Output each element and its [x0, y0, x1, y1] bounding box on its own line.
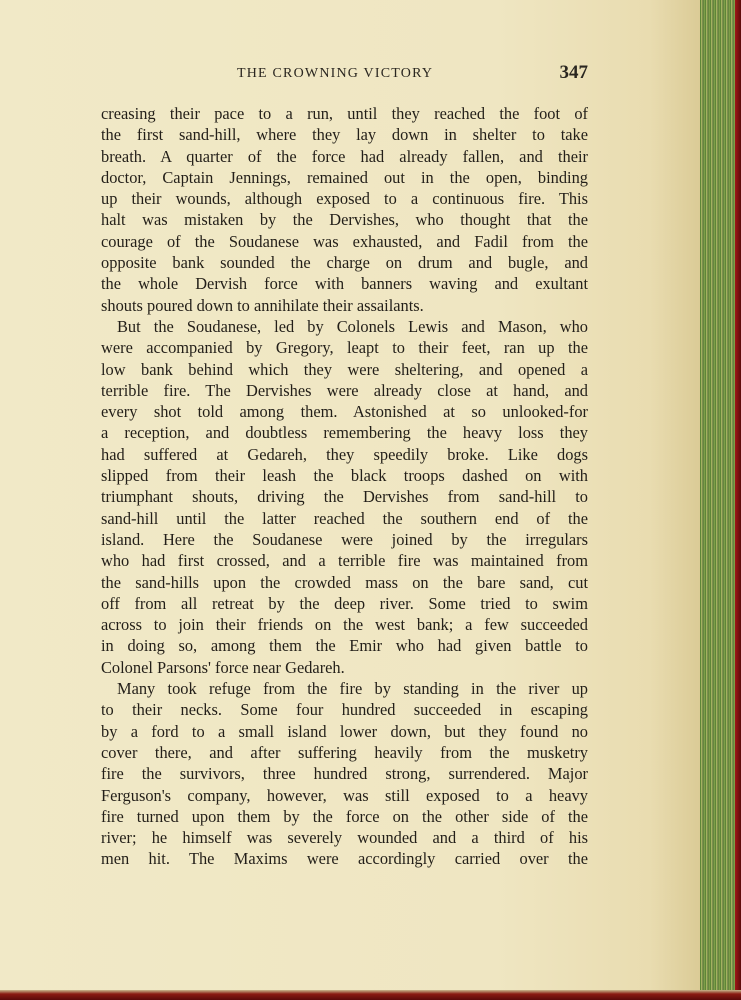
text-line: across to join their friends on the west bank; a few succeeded: [101, 615, 588, 635]
book-fore-edge: [700, 0, 741, 1000]
page-header: [100, 62, 590, 88]
text-line: cover there, and after suffering heavily from the musketry: [101, 742, 588, 762]
text-line: off from all retreat by the deep river. Some tried to swim: [101, 593, 588, 613]
text-line: terrible fire. The Dervishes were already close at hand, and: [101, 380, 588, 400]
text-line: had suffered at Gedareh, they speedily broke. Like dogs: [101, 444, 588, 464]
text-line: every shot told among them. Astonished at so unlooked-for: [101, 402, 588, 422]
text-line: by a ford to a small island lower down, but they found no: [101, 721, 588, 741]
text-line: breath. A quarter of the force had already fallen, and their: [101, 146, 588, 166]
text-line: in doing so, among them the Emir who had given battle to: [101, 636, 588, 656]
text-line: fire the survivors, three hundred strong, surrendered. Major: [101, 764, 588, 784]
text-line: shouts poured down to annihilate their assailants.: [101, 295, 424, 315]
text-line: sand-hill until the latter reached the southern end of the: [101, 508, 588, 528]
book-bottom-edge: [0, 990, 741, 1000]
page-number: 347: [559, 62, 588, 83]
text-line: low bank behind which they were sheltering, and opened a: [101, 359, 588, 379]
text-line: the first sand-hill, where they lay down in shelter to take: [101, 125, 588, 145]
text-line: river; he himself was severely wounded and a third of his: [101, 828, 588, 848]
text-line: courage of the Soudanese was exhausted, and Fadil from the: [101, 231, 588, 251]
running-title: THE CROWNING VICTORY: [237, 66, 434, 81]
text-line: Ferguson's company, however, was still exposed to a heavy: [101, 785, 588, 805]
text-line: triumphant shouts, driving the Dervishes from sand-hill to: [101, 487, 588, 507]
text-line: fire turned upon them by the force on the other side of the: [101, 806, 588, 826]
body-text: [101, 103, 588, 870]
text-line: were accompanied by Gregory, leapt to their feet, ran up the: [101, 338, 588, 358]
text-line: men hit. The Maxims were accordingly carried over the: [101, 849, 588, 869]
text-line: the whole Dervish force with banners waving and exultant: [101, 274, 588, 294]
text-line: island. Here the Soudanese were joined by the irregulars: [101, 529, 588, 549]
text-line: a reception, and doubtless remembering the heavy loss they: [101, 423, 588, 443]
text-line: slipped from their leash the black troops dashed on with: [101, 466, 588, 486]
text-line: halt was mistaken by the Dervishes, who thought that the: [101, 210, 588, 230]
text-line: doctor, Captain Jennings, remained out in the open, binding: [101, 167, 588, 187]
text-line: the sand-hills upon the crowded mass on the bare sand, cut: [101, 572, 588, 592]
text-line: Many took refuge from the fire by standing in the river up: [117, 679, 588, 699]
text-line: up their wounds, although exposed to a continuous fire. This: [101, 189, 588, 209]
text-line: But the Soudanese, led by Colonels Lewis and Mason, who: [117, 316, 588, 336]
text-line: to their necks. Some four hundred succeeded in escaping: [101, 700, 588, 720]
text-line: opposite bank sounded the charge on drum and bugle, and: [101, 253, 588, 273]
text-line: who had first crossed, and a terrible fire was maintained from: [101, 551, 588, 571]
text-line: Colonel Parsons' force near Gedareh.: [101, 657, 345, 677]
text-line: creasing their pace to a run, until they reached the foot of: [101, 104, 588, 123]
